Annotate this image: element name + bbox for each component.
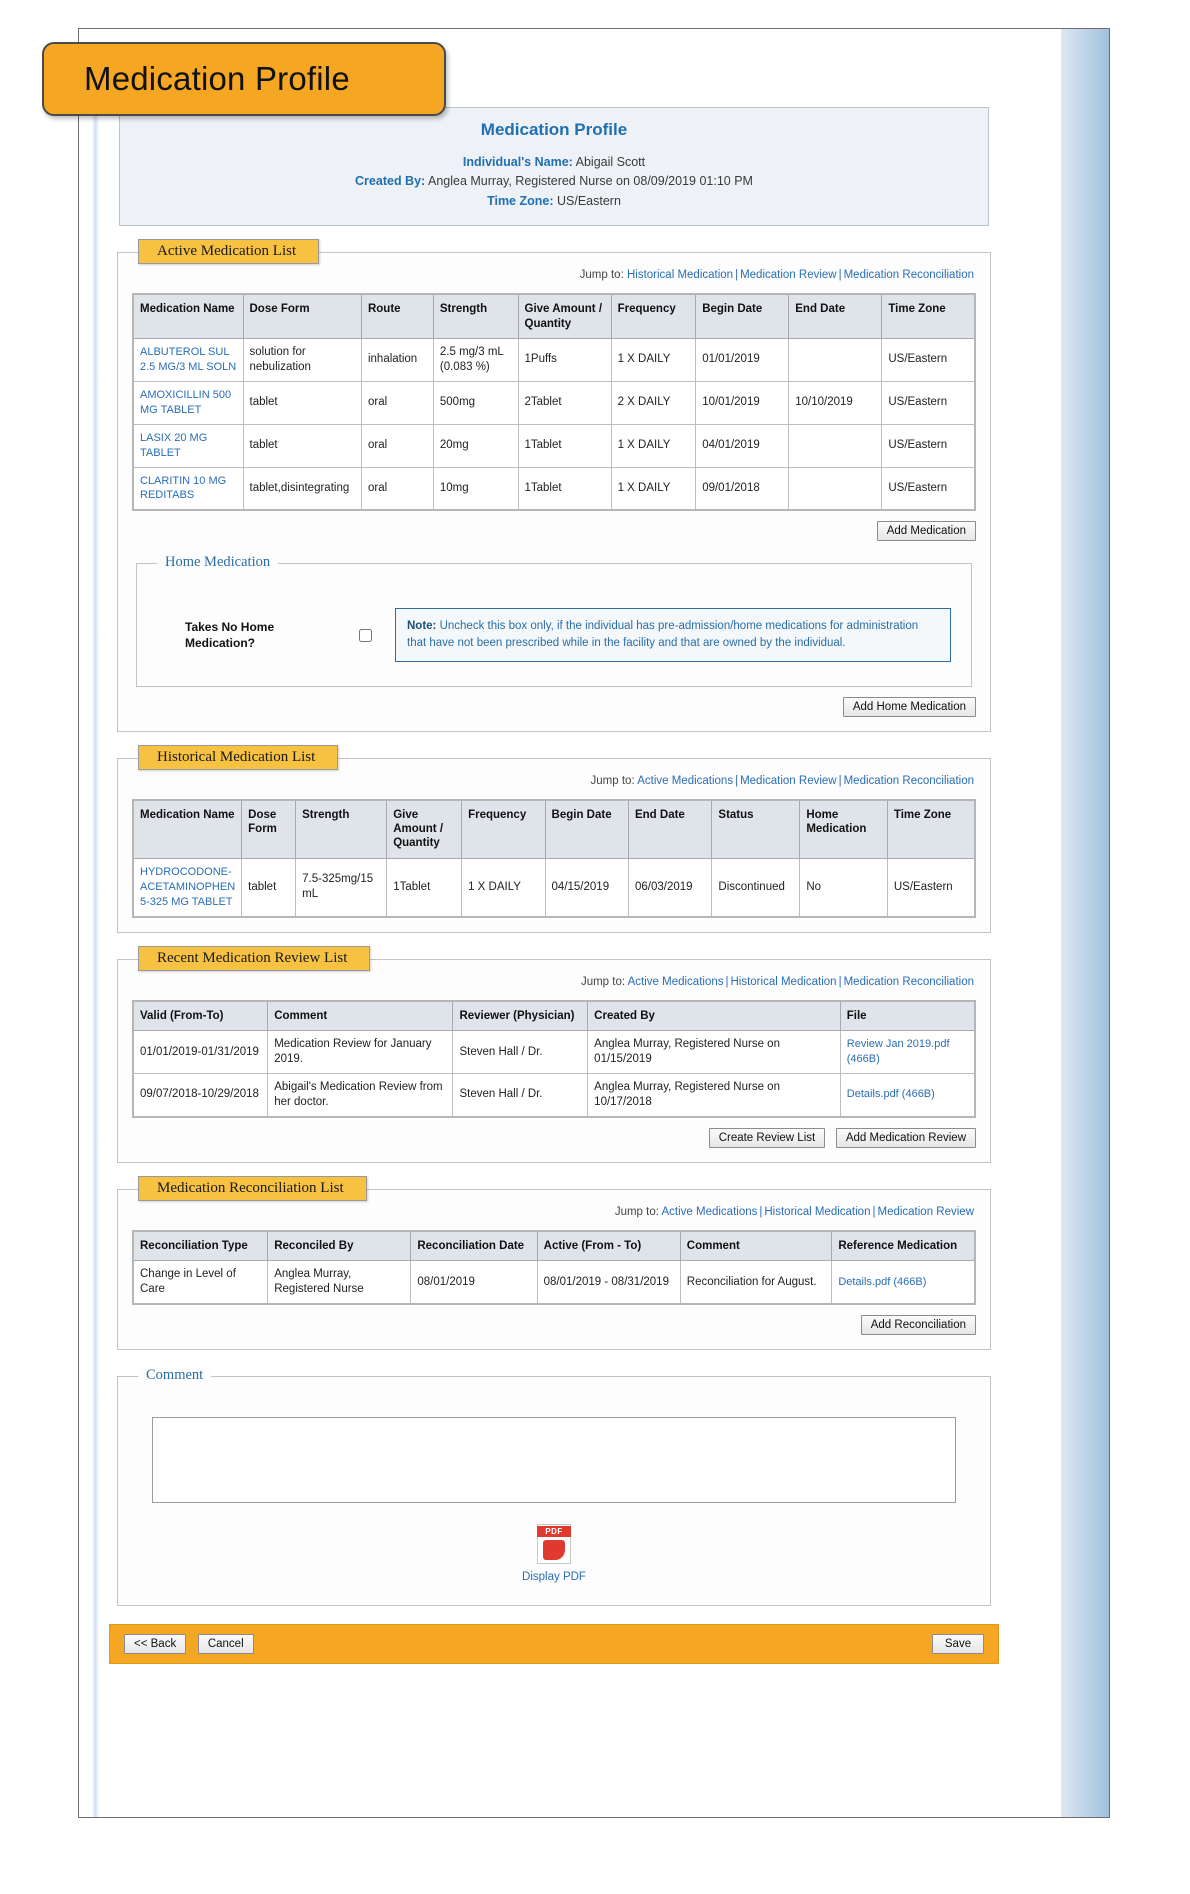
home-medication-note-label: Note:: [407, 620, 437, 633]
historical-medication-legend: Historical Medication List: [138, 745, 338, 770]
cell-file[interactable]: [840, 1073, 975, 1116]
cell-valid-from-to: 01/01/2019-01/31/2019: [133, 1031, 268, 1074]
add-medication-review-button[interactable]: Add Medication Review: [836, 1128, 976, 1148]
cell-time-zone: US/Eastern: [882, 467, 975, 510]
medication-link[interactable]: HYDROCODONE-ACETAMINOPHEN 5-325 MG TABLET: [140, 865, 236, 908]
cell-reviewer: Steven Hall / Dr.: [453, 1073, 588, 1116]
medication-link[interactable]: CLARITIN 10 MG REDITABS: [140, 474, 227, 502]
active-medication-body: [133, 338, 975, 510]
cell-strength: 10mg: [433, 467, 518, 510]
cell-frequency: 2 X DAILY: [611, 381, 696, 424]
cell-begin-date: 01/01/2019: [696, 338, 789, 381]
col-status: Status: [712, 800, 800, 859]
medication-link[interactable]: ALBUTEROL SUL 2.5 MG/3 ML SOLN: [140, 345, 237, 373]
cell-valid-from-to: 09/07/2018-10/29/2018: [133, 1073, 268, 1116]
jump-link-active-medications[interactable]: Active Medications: [661, 1205, 758, 1218]
created-by-label: Created By:: [355, 174, 426, 189]
cell-end-date: [789, 338, 882, 381]
medication-link[interactable]: LASIX 20 MG TABLET: [140, 431, 208, 459]
cell-end-date: 06/03/2019: [628, 858, 711, 916]
table-row: [133, 1073, 975, 1116]
page-frame: [78, 28, 1110, 1818]
cell-begin-date: 04/01/2019: [696, 424, 789, 467]
col-strength: Strength: [296, 800, 387, 859]
cell-comment: Medication Review for January 2019.: [268, 1031, 453, 1074]
jump-link-historical-medication[interactable]: Historical Medication: [626, 269, 734, 282]
cell-comment: Abigail's Medication Review from her doctor.: [268, 1073, 453, 1116]
cell-medication-name[interactable]: [133, 858, 242, 916]
col-time-zone: Time Zone: [882, 294, 975, 338]
cell-reference-medication[interactable]: [832, 1261, 975, 1304]
jump-link-medication-review[interactable]: Medication Review: [877, 1205, 974, 1218]
cell-medication-name[interactable]: [133, 467, 243, 510]
home-medication-section: [136, 554, 972, 686]
page-title: Medication Profile: [480, 120, 628, 139]
cell-home-medication: No: [800, 858, 888, 916]
page-title-callout-label: Medication Profile: [84, 60, 350, 97]
timezone-line: [126, 192, 982, 211]
review-jump-prefix: Jump to:: [580, 975, 626, 988]
active-jump-prefix: Jump to:: [579, 269, 624, 282]
file-link[interactable]: Review Jan 2019.pdf (466B): [846, 1038, 950, 1065]
takes-no-home-medication-checkbox[interactable]: [359, 629, 372, 642]
col-end-date: End Date: [789, 294, 882, 338]
home-medication-note-text: Uncheck this box only, if the individual has pre-admission/home medications for administration that have not been prescribed while in the facility and that are owned by the individual.: [407, 620, 919, 650]
profile-header: [119, 107, 989, 226]
cell-frequency: 1 X DAILY: [611, 338, 696, 381]
takes-no-home-medication-label: Takes No Home Medication?: [185, 619, 275, 651]
col-time-zone: Time Zone: [887, 800, 975, 859]
col-comment: Comment: [680, 1231, 832, 1261]
home-medication-legend: Home Medication: [157, 554, 278, 571]
medication-link[interactable]: AMOXICILLIN 500 MG TABLET: [140, 388, 232, 416]
jump-link-medication-review[interactable]: Medication Review: [740, 269, 837, 282]
historical-medication-body: [133, 858, 975, 916]
cell-route: oral: [361, 467, 433, 510]
table-header-row: [133, 1231, 975, 1261]
col-medication-name: Medication Name: [133, 800, 242, 859]
cell-begin-date: 09/01/2018: [696, 467, 789, 510]
cell-strength: 20mg: [433, 424, 518, 467]
home-medication-actions: [132, 697, 976, 717]
main-content: [109, 107, 999, 1707]
active-medication-legend: Active Medication List: [138, 239, 319, 264]
reconciliation-jump-to: Jump to: Active Medications | Historical Medication | Medication Review: [614, 1205, 974, 1218]
display-pdf-area: [132, 1524, 976, 1583]
add-reconciliation-button[interactable]: Add Reconciliation: [861, 1315, 976, 1335]
col-dose-form: Dose Form: [243, 294, 361, 338]
cell-route: inhalation: [361, 338, 433, 381]
col-created-by: Created By: [588, 1001, 841, 1031]
cell-active-from-to: 08/01/2019 - 08/31/2019: [537, 1261, 680, 1304]
cell-give-amount: 1Tablet: [518, 467, 611, 510]
cell-created-by: Anglea Murray, Registered Nurse on 10/17/2018: [588, 1073, 841, 1116]
col-reconciled-by: Reconciled By: [268, 1231, 411, 1261]
col-reconciliation-date: Reconciliation Date: [411, 1231, 537, 1261]
takes-no-home-medication-checkbox-wrap: [335, 626, 395, 645]
cell-reconciliation-type: Change in Level of Care: [133, 1261, 268, 1304]
cell-time-zone: US/Eastern: [882, 424, 975, 467]
jump-link-historical-medication[interactable]: Historical Medication: [730, 975, 837, 988]
table-row: [133, 381, 975, 424]
table-row: [133, 1031, 975, 1074]
col-valid-from-to: Valid (From-To): [133, 1001, 268, 1031]
review-jump-to: Jump to: Active Medications | Historical Medication | Medication Reconciliation: [580, 975, 974, 988]
cell-begin-date: 04/15/2019: [545, 858, 628, 916]
historical-jump-prefix: Jump to:: [590, 774, 635, 787]
cell-dose-form: tablet: [243, 381, 361, 424]
home-medication-note: [395, 608, 951, 661]
cell-reconciliation-date: 08/01/2019: [411, 1261, 537, 1304]
right-gradient-strip: [1061, 29, 1109, 1817]
historical-medication-section: [117, 748, 991, 933]
created-by-value: Anglea Murray, Registered Nurse on 08/09/2019 01:10 PM: [428, 174, 753, 189]
cell-strength: 500mg: [433, 381, 518, 424]
cell-time-zone: US/Eastern: [887, 858, 975, 916]
medication-review-table: [132, 1000, 976, 1118]
medication-reconciliation-actions: [132, 1315, 976, 1335]
medication-reconciliation-legend: Medication Reconciliation List: [138, 1176, 367, 1201]
cell-give-amount: 2Tablet: [518, 381, 611, 424]
cell-reconciled-by: Anglea Murray, Registered Nurse: [268, 1261, 411, 1304]
display-pdf-link[interactable]: Display PDF: [522, 1571, 586, 1584]
comment-section: [117, 1367, 991, 1606]
create-review-list-button[interactable]: Create Review List: [709, 1128, 826, 1148]
comment-legend: Comment: [138, 1367, 211, 1384]
cell-dose-form: tablet: [242, 858, 296, 916]
cell-medication-name[interactable]: [133, 338, 243, 381]
col-end-date: End Date: [628, 800, 711, 859]
table-header-row: [133, 800, 975, 859]
file-link[interactable]: Details.pdf (466B): [838, 1275, 927, 1288]
jump-link-medication-reconciliation[interactable]: Medication Reconciliation: [843, 774, 974, 787]
jump-link-active-medications[interactable]: Active Medications: [627, 975, 724, 988]
col-frequency: Frequency: [611, 294, 696, 338]
col-file: File: [840, 1001, 975, 1031]
col-strength: Strength: [433, 294, 518, 338]
save-button[interactable]: Save: [932, 1634, 984, 1654]
cell-frequency: 1 X DAILY: [611, 424, 696, 467]
add-home-medication-button[interactable]: Add Home Medication: [843, 697, 976, 717]
historical-jump-to: Jump to: Active Medications | Medication Review | Medication Reconciliation: [590, 774, 974, 787]
active-medication-actions: [132, 521, 976, 541]
jump-link-medication-reconciliation[interactable]: Medication Reconciliation: [843, 975, 974, 988]
comment-textarea[interactable]: [152, 1417, 956, 1503]
timezone-value: US/Eastern: [557, 193, 621, 208]
active-jump-to: Jump to: Historical Medication | Medication Review | Medication Reconciliation: [579, 269, 974, 282]
pdf-icon[interactable]: [537, 1524, 571, 1564]
medication-review-actions: [132, 1128, 976, 1148]
footer-right-actions: [925, 1634, 984, 1654]
jump-link-medication-reconciliation[interactable]: Medication Reconciliation: [843, 269, 974, 282]
individual-name-value: Abigail Scott: [575, 155, 646, 169]
table-row: [133, 338, 975, 381]
col-reviewer: Reviewer (Physician): [453, 1001, 588, 1031]
cell-comment: Reconciliation for August.: [680, 1261, 832, 1304]
cell-frequency: 1 X DAILY: [462, 858, 545, 916]
cell-end-date: [789, 424, 882, 467]
medication-reconciliation-body: [133, 1261, 975, 1304]
comment-box: [152, 1417, 956, 1506]
cell-dose-form: tablet,disintegrating: [243, 467, 361, 510]
medication-review-section: [117, 949, 991, 1163]
cell-file[interactable]: [840, 1031, 975, 1074]
medication-reconciliation-table: [132, 1230, 976, 1305]
medication-reconciliation-section: [117, 1179, 991, 1350]
cell-created-by: Anglea Murray, Registered Nurse on 01/15/2019: [588, 1031, 841, 1074]
col-dose-form: Dose Form: [242, 800, 296, 859]
col-comment: Comment: [268, 1001, 453, 1031]
cell-give-amount: 1Tablet: [387, 858, 462, 916]
table-row: [133, 424, 975, 467]
col-home-medication: Home Medication: [800, 800, 888, 859]
col-reference-medication: Reference Medication: [832, 1231, 975, 1261]
left-rail: [79, 29, 107, 1817]
cell-medication-name[interactable]: [133, 381, 243, 424]
active-medication-section: [117, 243, 991, 732]
col-frequency: Frequency: [462, 800, 545, 859]
historical-medication-table: [132, 799, 976, 918]
created-by-line: [126, 172, 982, 191]
col-give-amount: Give Amount / Quantity: [387, 800, 462, 859]
col-route: Route: [361, 294, 433, 338]
col-begin-date: Begin Date: [545, 800, 628, 859]
pdf-icon-badge: PDF: [537, 1526, 571, 1537]
cell-strength: 2.5 mg/3 mL (0.083 %): [433, 338, 518, 381]
cell-route: oral: [361, 424, 433, 467]
cell-give-amount: 1Puffs: [518, 338, 611, 381]
cell-frequency: 1 X DAILY: [611, 467, 696, 510]
cell-route: oral: [361, 381, 433, 424]
cell-dose-form: tablet: [243, 424, 361, 467]
table-header-row: [133, 1001, 975, 1031]
cell-begin-date: 10/01/2019: [696, 381, 789, 424]
cell-strength: 7.5-325mg/15 mL: [296, 858, 387, 916]
col-reconciliation-type: Reconciliation Type: [133, 1231, 268, 1261]
jump-link-active-medications[interactable]: Active Medications: [637, 774, 734, 787]
home-medication-row: [151, 590, 957, 671]
cell-dose-form: solution for nebulization: [243, 338, 361, 381]
cell-status: Discontinued: [712, 858, 800, 916]
cancel-button[interactable]: Cancel: [198, 1634, 254, 1654]
cell-end-date: 10/10/2019: [789, 381, 882, 424]
col-begin-date: Begin Date: [696, 294, 789, 338]
timezone-label: Time Zone:: [487, 193, 554, 208]
col-medication-name: Medication Name: [133, 294, 243, 338]
back-button[interactable]: << Back: [124, 1634, 186, 1654]
cell-time-zone: US/Eastern: [882, 381, 975, 424]
individual-name-line: [126, 153, 982, 172]
footer-bar: [109, 1624, 999, 1664]
table-row: [133, 1261, 975, 1304]
file-link[interactable]: Details.pdf (466B): [846, 1088, 935, 1101]
medication-review-legend: Recent Medication Review List: [138, 946, 370, 971]
col-active-from-to: Active (From - To): [537, 1231, 680, 1261]
cell-give-amount: 1Tablet: [518, 424, 611, 467]
reconciliation-jump-prefix: Jump to:: [614, 1205, 659, 1218]
page-title-callout: [42, 42, 446, 116]
active-medication-table: [132, 293, 976, 511]
cell-medication-name[interactable]: [133, 424, 243, 467]
cell-reviewer: Steven Hall / Dr.: [453, 1031, 588, 1074]
footer-left-actions: [124, 1634, 262, 1654]
jump-link-medication-review[interactable]: Medication Review: [740, 774, 837, 787]
table-row: [133, 858, 975, 916]
display-pdf-caption: [132, 1571, 976, 1583]
cell-end-date: [789, 467, 882, 510]
jump-link-historical-medication[interactable]: Historical Medication: [764, 1205, 871, 1218]
medication-review-body: [133, 1031, 975, 1117]
add-medication-button[interactable]: Add Medication: [877, 521, 976, 541]
cell-time-zone: US/Eastern: [882, 338, 975, 381]
col-give-amount: Give Amount / Quantity: [518, 294, 611, 338]
individual-name-label: Individual's Name:: [462, 155, 573, 169]
table-header-row: [133, 294, 975, 338]
table-row: [133, 467, 975, 510]
